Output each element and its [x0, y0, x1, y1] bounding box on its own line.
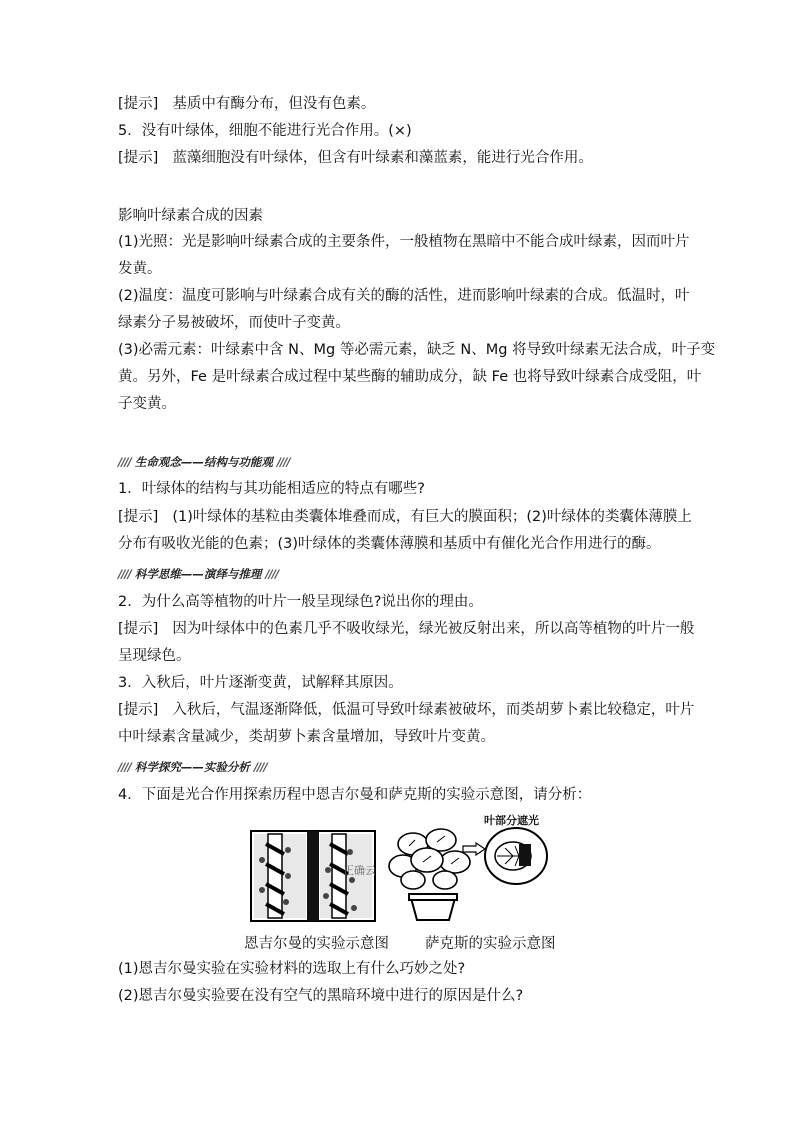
question-5: 5．没有叶绿体，细胞不能进行光合作用。(×): [118, 123, 412, 139]
section-heading-3-text: 科学探究——实验分析: [134, 760, 250, 774]
answer-3-line-1: [118, 699, 694, 721]
tip-tag: [提示]: [118, 96, 159, 112]
question-4-part-1: (1)恩吉尔曼实验在实验材料的选取上有什么巧妙之处?: [118, 961, 466, 977]
factor-3-line-2: 黄。另外，Fe 是叶绿素合成过程中某些酶的辅助成分，缺 Fe 也将导致叶绿素合成受阻，叶: [118, 369, 702, 385]
tip-2-text: 蓝藻细胞没有叶绿体，但含有叶绿素和藻蓝素，能进行光合作用。: [172, 150, 593, 166]
factor-3-line-3: 子变黄。: [118, 396, 176, 412]
answer-2-line-2: 呈现绿色。: [118, 648, 191, 664]
section-heading-1: [118, 454, 290, 470]
question-2: 2．为什么高等植物的叶片一般呈现绿色?说出你的理由。: [118, 594, 483, 610]
tip-tag: [提示]: [118, 702, 159, 718]
section-mark-icon: ////: [118, 455, 131, 469]
answer-3-text: 入秋后，气温逐渐降低，低温可导致叶绿素被破坏，而类胡萝卜素比较稳定，叶片: [172, 702, 695, 718]
question-1: 1．叶绿体的结构与其功能相适应的特点有哪些?: [118, 481, 425, 497]
section-heading-2-text: 科学思维——演绎与推理: [134, 567, 262, 581]
section-heading-1-text: 生命观念——结构与功能观: [134, 455, 273, 469]
tip-1: [118, 93, 375, 115]
tip-tag: [提示]: [118, 509, 159, 525]
caption-engelmann: 恩吉尔曼的实验示意图: [244, 936, 389, 952]
watermark: 正确云: [343, 864, 376, 877]
question-4: 4．下面是光合作用探索历程中恩吉尔曼和萨克斯的实验示意图，请分析：: [118, 787, 592, 803]
section-mark-icon: ////: [276, 455, 290, 469]
leaf-magnified-figure: [483, 826, 549, 886]
tip-tag: [提示]: [118, 150, 159, 166]
factor-3-line-1: (3)必需元素：叶绿素中含 N、Mg 等必需元素，缺乏 N、Mg 将导致叶绿素无法合成，叶子变: [118, 342, 716, 358]
answer-3-line-2: 中叶绿素含量减少，类胡萝卜素含量增加，导致叶片变黄。: [118, 729, 495, 745]
section-mark-icon: ////: [118, 760, 131, 774]
answer-2-text: 因为叶绿体中的色素几乎不吸收绿光，绿光被反射出来，所以高等植物的叶片一般: [172, 621, 695, 637]
section-mark-icon: ////: [118, 567, 131, 581]
section-heading-3: [118, 759, 267, 775]
question-3: 3．入秋后，叶片逐渐变黄，试解释其原因。: [118, 675, 403, 691]
answer-1-line-2: 分布有吸收光能的色素；(3)叶绿体的类囊体薄膜和基质中有催化光合作用进行的酶。: [118, 536, 661, 552]
section-mark-icon: ////: [265, 567, 279, 581]
answer-1-line-1: [118, 506, 692, 528]
answer-1-text: (1)叶绿体的基粒由类囊体堆叠而成，有巨大的膜面积；(2)叶绿体的类囊体薄膜上: [172, 509, 692, 525]
tip-1-text: 基质中有酶分布，但没有色素。: [172, 96, 376, 112]
question-4-part-2: (2)恩吉尔曼实验要在没有空气的黑暗环境中进行的原因是什么?: [118, 988, 524, 1004]
caption-sachs: 萨克斯的实验示意图: [425, 936, 556, 952]
factor-1-line-2: 发黄。: [118, 261, 162, 277]
factors-title: 影响叶绿素合成的因素: [118, 208, 263, 224]
tip-2: [118, 147, 593, 169]
factor-1-line-1: (1)光照：光是影响叶绿素合成的主要条件，一般植物在黑暗中不能合成叶绿素，因而叶片: [118, 234, 690, 250]
leaf-label: 叶部分遮光: [484, 814, 539, 827]
answer-2-line-1: [118, 618, 694, 640]
section-mark-icon: ////: [253, 760, 267, 774]
factor-2-line-1: (2)温度：温度可影响与叶绿素合成有关的酶的活性，进而影响叶绿素的合成。低温时，叶: [118, 288, 690, 304]
sachs-plant-figure: [383, 822, 483, 922]
section-heading-2: [118, 566, 278, 582]
tip-tag: [提示]: [118, 621, 159, 637]
factor-2-line-2: 绿素分子易被破坏，而使叶子变黄。: [118, 315, 350, 331]
